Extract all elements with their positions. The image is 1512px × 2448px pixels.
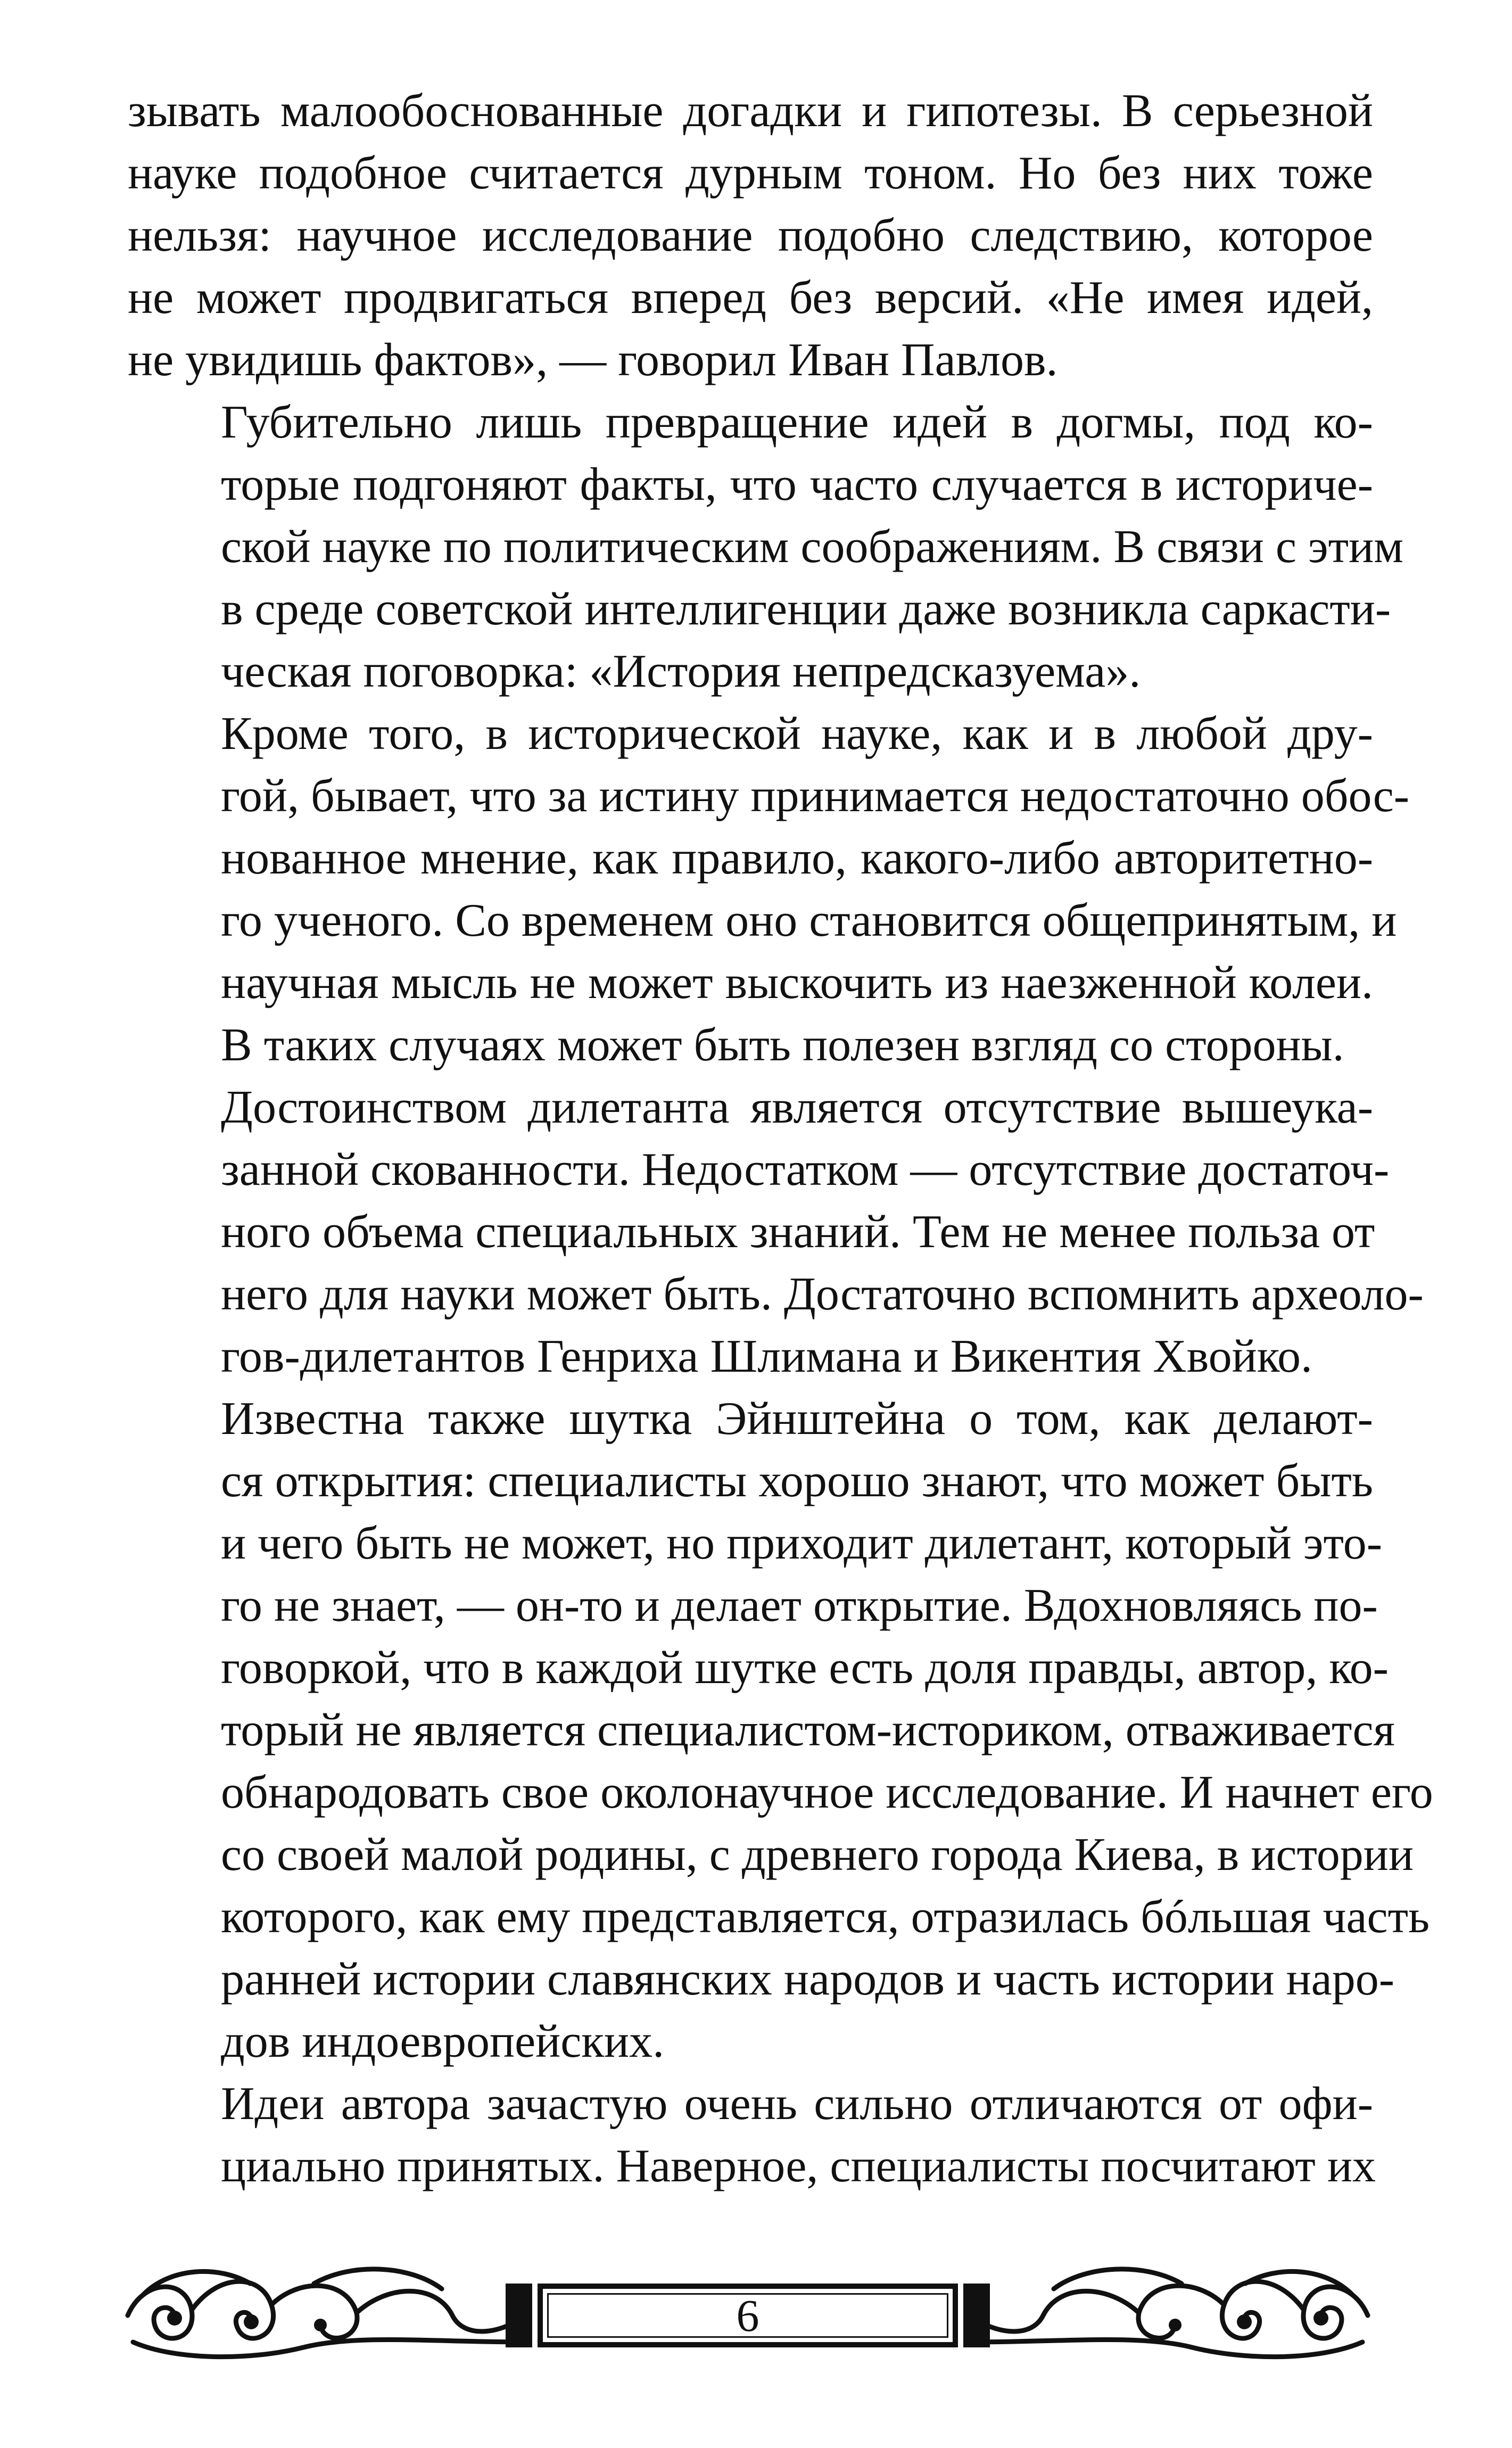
text-line: ранней истории славянских народов и часть истории наро- [221,1954,1395,2005]
text-line: торый не является специалистом-историком, отваживается [221,1704,1395,1756]
text-line: нованное мнение, как правило, какого-либо авторитетно- [221,833,1373,884]
text-line: говоркой, что в каждой шутке есть доля правды, автор, ко- [221,1642,1389,1694]
paragraph [128,391,1403,703]
paragraph [128,2073,1376,2197]
text-line: науке подобное считается дурным тоном. Но без них тоже [128,147,1373,199]
scroll-ornament-right-icon [958,2262,1384,2369]
page-body [128,80,1433,2289]
text-line: Идеи автора зачастую очень сильно отличаются от офи- [221,2078,1373,2130]
text-line: Губительно лишь превращение идей в догмы, под ко- [221,397,1373,448]
text-line: не увидишь фактов», — говорил Иван Павлов. [128,334,1058,386]
text-line: В таких случаях может быть полезен взгляд со стороны. [221,1019,1344,1071]
text-column [128,80,1433,2197]
text-line: гов-дилетантов Генриха Шлимана и Викентия Хвойко. [221,1331,1313,1382]
text-line: Достоинством дилетанта является отсутствие вышеука- [221,1082,1373,1133]
text-line: научная мысль не может выскочить из наезженной колеи. [221,957,1373,1009]
text-line: го не знает, — он-то и делает открытие. Вдохновляясь по- [221,1580,1378,1631]
text-line: занной скованности. Недостатком — отсутствие достаточ- [221,1144,1390,1196]
paragraph [128,80,1373,391]
text-line: не может продвигаться вперед без версий. «Не имея идей, [128,272,1373,324]
scroll-ornament-left-icon [112,2262,538,2369]
page-footer [112,2262,1384,2369]
page-number-box [538,2284,958,2347]
page-number: 6 [736,2290,759,2341]
text-line: торые подгоняют факты, что часто случается в историче- [221,459,1373,510]
paragraph [128,703,1410,1076]
text-line: ного объема специальных знаний. Тем не менее польза от [221,1206,1375,1258]
text-line: го ученого. Со временем оно становится общепринятым, и [221,895,1397,946]
text-line: со своей малой родины, с древнего города Киева, в истории [221,1829,1414,1881]
text-line: Известна также шутка Эйнштейна о том, как делают- [221,1393,1373,1445]
text-line: ся открытия: специалисты хорошо знают, что может быть [221,1455,1373,1507]
text-line: гой, бывает, что за истину принимается недостаточно обос- [221,770,1410,822]
text-line: обнародовать свое околонаучное исследование. И начнет его [221,1767,1433,1818]
text-line: дов индоевропейских. [221,2016,665,2067]
text-line: нельзя: научное исследование подобно следствию, которое [128,210,1373,261]
text-line: которого, как ему представляется, отразилась бóльшая часть [221,1891,1430,1943]
text-line: ской науке по политическим соображениям. В связи с этим [221,521,1403,573]
paragraph [128,1388,1433,2073]
text-line: зывать малообоснованные догадки и гипотезы. В серьезной [128,85,1373,137]
text-line: в среде советской интеллигенции даже возникла саркасти- [221,583,1391,635]
text-line: него для науки может быть. Достаточно вспомнить археоло- [221,1268,1424,1320]
text-line: Кроме того, в исторической науке, как и в любой дру- [221,708,1373,760]
text-line: циально принятых. Наверное, специалисты посчитают их [221,2140,1376,2192]
text-line: ческая поговорка: «История непредсказуема». [221,646,1141,697]
text-line: и чего быть не может, но приходит дилетант, который это- [221,1518,1383,1569]
paragraph [128,1076,1424,1388]
